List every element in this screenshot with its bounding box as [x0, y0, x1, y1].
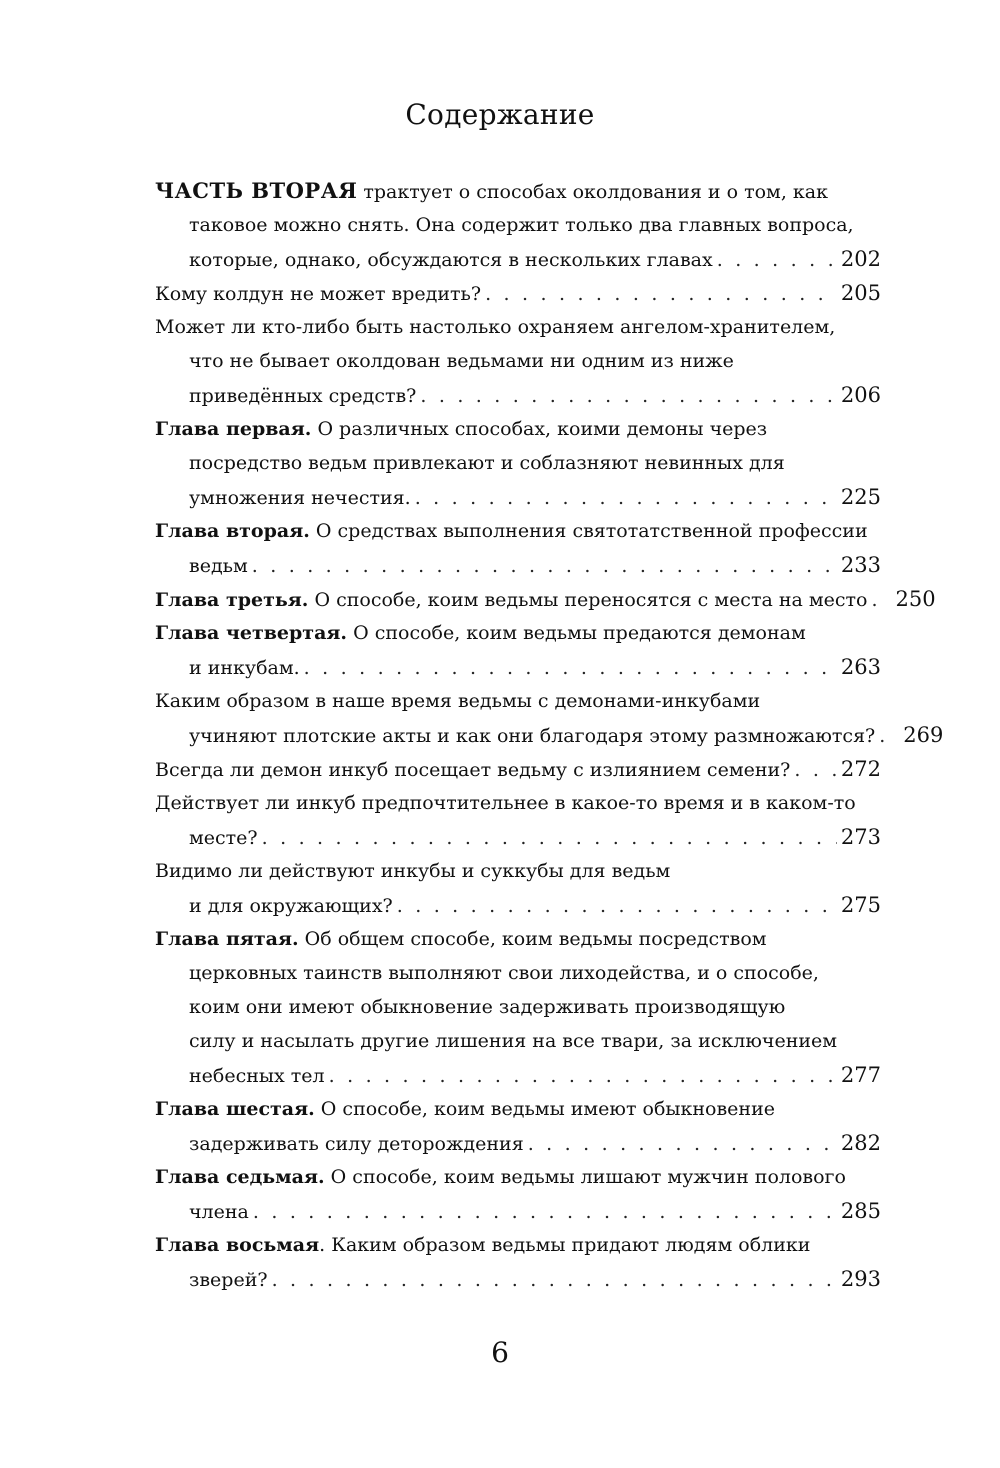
- entry-text: которые, однако, обсуждаются в нескольких главах: [189, 249, 713, 271]
- dot-leader: [252, 549, 837, 583]
- entry-page-number: 275: [840, 893, 881, 917]
- entry-text: церковных таинств выполняют свои лиходейства, и о способе,: [189, 962, 819, 984]
- dot-leader: [253, 1195, 837, 1229]
- toc-entry-part-two: [155, 174, 881, 276]
- entry-page-number: 285: [840, 1199, 881, 1223]
- entry-text: Кому колдун не может вредить?: [155, 283, 482, 305]
- toc-entry-chapter-1: [155, 412, 881, 514]
- entry-text: таковое можно снять. Она содержит только два главных вопроса,: [189, 214, 854, 236]
- toc-entry: [155, 854, 881, 922]
- entry-text: О различных способах, коими демоны через: [311, 418, 768, 440]
- entry-text: и инкубам.: [189, 657, 300, 679]
- dot-leader: [717, 243, 837, 277]
- entry-lead: ЧАСТЬ ВТОРАЯ: [155, 178, 358, 203]
- dot-leader: [871, 583, 891, 617]
- entry-text: учиняют плотские акты и как они благодаря этому размножаются?: [189, 725, 876, 747]
- entry-lead: Глава третья.: [155, 589, 309, 611]
- entry-lead: Глава первая.: [155, 418, 312, 440]
- entry-text: О средствах выполнения святотатственной профессии: [309, 520, 868, 542]
- entry-text: приведённых средств?: [189, 385, 417, 407]
- dot-leader: [420, 379, 837, 413]
- entry-text: умножения нечестия.: [189, 487, 411, 509]
- toc-entry: [155, 310, 881, 412]
- entry-text: Видимо ли действуют инкубы и суккубы для ведьм: [155, 860, 671, 882]
- dot-leader: [794, 753, 837, 787]
- entry-page-number: 272: [840, 757, 881, 781]
- entry-lead: Глава восьмая: [155, 1234, 320, 1256]
- toc-entry: [155, 276, 881, 310]
- entry-text: ведьм: [189, 555, 248, 577]
- entry-page-number: 206: [840, 383, 881, 407]
- entry-text: О способе, коим ведьмы имеют обыкновение: [314, 1098, 775, 1120]
- entry-page-number: 250: [895, 587, 936, 611]
- entry-lead: Глава шестая.: [155, 1098, 315, 1120]
- entry-text: О способе, коим ведьмы переносятся с места на место: [308, 589, 868, 611]
- entry-text: задерживать силу деторождения: [189, 1133, 524, 1155]
- entry-lead: Глава вторая.: [155, 520, 310, 542]
- entry-page-number: 202: [840, 247, 881, 271]
- entry-text: Об общем способе, коим ведьмы посредством: [298, 928, 767, 950]
- entry-lead: Глава пятая.: [155, 928, 299, 950]
- table-of-contents: [155, 174, 944, 1296]
- entry-page-number: 282: [840, 1131, 881, 1155]
- toc-entry-chapter-2: [155, 514, 881, 582]
- toc-entry-chapter-6: [155, 1092, 881, 1160]
- entry-text: Всегда ли демон инкуб посещает ведьму с излиянием семени?: [155, 759, 791, 781]
- dot-leader: [397, 889, 837, 923]
- entry-page-number: 277: [840, 1063, 881, 1087]
- dot-leader: [272, 1263, 837, 1297]
- entry-text: . Каким образом ведьмы придают людям облики: [319, 1234, 811, 1256]
- dot-leader: [304, 651, 837, 685]
- toc-entry-chapter-4: [155, 616, 881, 684]
- toc-entry: [155, 684, 944, 752]
- toc-entry-chapter-8: [155, 1228, 881, 1296]
- page-title: Содержание: [405, 98, 595, 131]
- entry-text: коим они имеют обыкновение задерживать производящую: [189, 996, 786, 1018]
- toc-entry-chapter-3: [155, 582, 936, 616]
- dot-leader: [415, 481, 837, 515]
- entry-text: что не бывает околдован ведьмами ни одним из ниже: [189, 350, 734, 372]
- entry-page-number: 205: [840, 281, 881, 305]
- entry-text: Может ли кто-либо быть настолько охраняем ангелом-хранителем,: [155, 316, 836, 338]
- entry-text: и для окружающих?: [189, 895, 393, 917]
- entry-page-number: 225: [840, 485, 881, 509]
- toc-entry: [155, 752, 881, 786]
- entry-page-number: 233: [840, 553, 881, 577]
- entry-text: О способе, коим ведьмы предаются демонам: [347, 622, 806, 644]
- toc-entry-chapter-7: [155, 1160, 881, 1228]
- entry-text: трактует о способах околдования и о том, как: [357, 181, 828, 203]
- dot-leader: [528, 1127, 837, 1161]
- toc-entry: [155, 786, 881, 854]
- entry-page-number: 273: [840, 825, 881, 849]
- entry-text: небесных тел: [189, 1065, 325, 1087]
- entry-text: силу и насылать другие лишения на все твари, за исключением: [189, 1030, 838, 1052]
- dot-leader: [262, 821, 837, 855]
- entry-lead: Глава четвертая.: [155, 622, 348, 644]
- entry-text: Действует ли инкуб предпочтительнее в какое-то время и в каком-то: [155, 792, 856, 814]
- entry-text: посредство ведьм привлекают и соблазняют невинных для: [189, 452, 785, 474]
- entry-page-number: 293: [840, 1267, 881, 1291]
- dot-leader: [485, 277, 837, 311]
- entry-text: месте?: [189, 827, 258, 849]
- entry-page-number: 269: [903, 723, 944, 747]
- entry-text: зверей?: [189, 1269, 268, 1291]
- dot-leader: [879, 719, 899, 753]
- toc-entry-chapter-5: [155, 922, 881, 1092]
- entry-text: О способе, коим ведьмы лишают мужчин полового: [324, 1166, 846, 1188]
- entry-text: Каким образом в наше время ведьмы с демонами-инкубами: [155, 690, 761, 712]
- page-number: 6: [491, 1336, 509, 1369]
- entry-lead: Глава седьмая.: [155, 1166, 325, 1188]
- entry-page-number: 263: [840, 655, 881, 679]
- dot-leader: [329, 1059, 837, 1093]
- entry-text: члена: [189, 1201, 249, 1223]
